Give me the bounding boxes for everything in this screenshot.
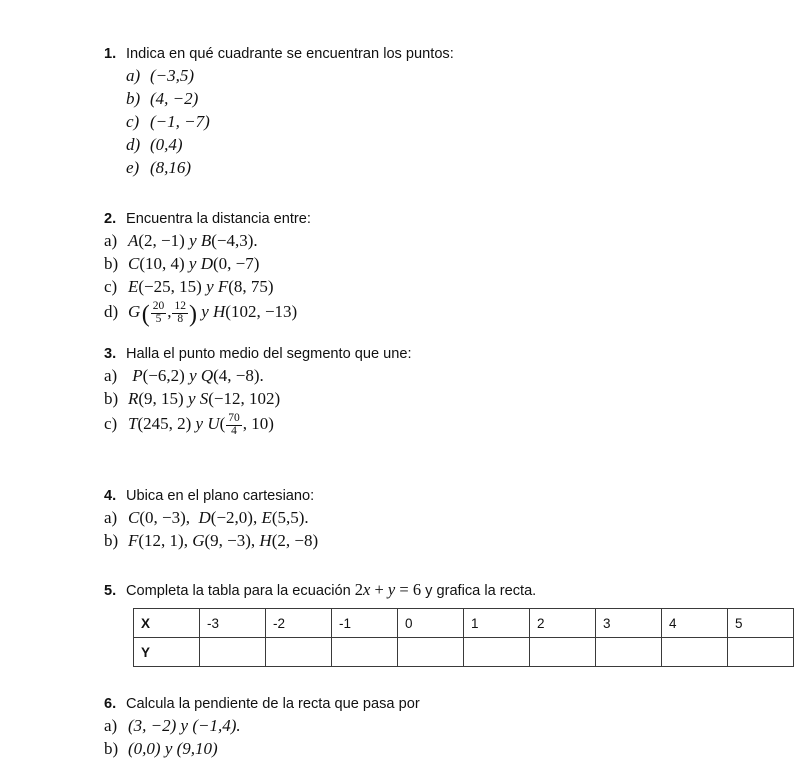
list-item [126, 156, 700, 179]
item-text: R(9, 15) y S(−12, 102) [128, 389, 281, 408]
exercise-3-heading [104, 344, 700, 364]
xy-table [133, 608, 794, 667]
list-item [104, 410, 700, 438]
table-cell-y-3[interactable] [398, 638, 464, 667]
exercise-2-number: 2. [104, 211, 117, 227]
table-cell-x-5[interactable]: 2 [530, 609, 596, 638]
fraction-70-4: $\frac{70}{4}$ [228, 412, 240, 437]
table-cell-y-6[interactable] [596, 638, 662, 667]
exercise-1-number: 1. [104, 46, 117, 62]
table-row-x [134, 609, 794, 638]
list-item [126, 87, 700, 110]
list-item [104, 364, 700, 387]
item-text: T(245, 2) y U( $\frac{70}{4}$ , 10) [128, 412, 274, 437]
item-label: b) [104, 389, 119, 408]
exercise-5-number: 5. [104, 583, 117, 599]
exercise-3-title: Halla el punto medio del segmento que une: [126, 346, 412, 362]
item-label: b) [126, 89, 141, 108]
table-cell-x-2[interactable]: -1 [332, 609, 398, 638]
table-cell-y-1[interactable] [266, 638, 332, 667]
item-text: (0,4) [150, 135, 183, 154]
table-header-x: X [134, 609, 200, 638]
table-cell-y-8[interactable] [728, 638, 794, 667]
table-cell-x-6[interactable]: 3 [596, 609, 662, 638]
list-item [104, 298, 700, 328]
exercise-2-items [104, 229, 700, 328]
xy-table-wrapper [133, 608, 743, 667]
table-cell-y-5[interactable] [530, 638, 596, 667]
list-item [104, 387, 700, 410]
exercise-6-heading [104, 694, 700, 714]
item-label: b) [104, 531, 119, 550]
item-text: (−1, −7) [150, 112, 210, 131]
item-text: P(−6,2) y Q(4, −8). [128, 366, 264, 385]
exercise-1-title: Indica en qué cuadrante se encuentran los puntos: [126, 46, 454, 62]
exercise-3 [104, 344, 700, 438]
exercise-2 [104, 209, 700, 328]
exercise-5-title-before: Completa la tabla para la ecuación [126, 583, 355, 599]
exercise-6-title: Calcula la pendiente de la recta que pasa por [126, 696, 420, 712]
table-cell-x-3[interactable]: 0 [398, 609, 464, 638]
exercise-4-number: 4. [104, 488, 117, 504]
exercise-6-number: 6. [104, 696, 117, 712]
item-text: (8,16) [150, 158, 192, 177]
exercise-1-items [104, 64, 700, 179]
table-cell-x-0[interactable]: -3 [200, 609, 266, 638]
item-text: (3, −2) y (−1,4). [128, 716, 241, 735]
table-cell-x-8[interactable]: 5 [728, 609, 794, 638]
table-row-y [134, 638, 794, 667]
item-label: c) [104, 277, 118, 296]
item-text: F(12, 1), G(9, −3), H(2, −8) [128, 531, 319, 550]
exercise-4-title: Ubica en el plano cartesiano: [126, 488, 315, 504]
list-item [104, 275, 700, 298]
item-label: a) [104, 366, 118, 385]
list-item [104, 714, 700, 737]
item-label: c) [126, 112, 140, 131]
fraction-12-8: $\frac{12}{8}$ [174, 300, 186, 325]
item-text: C(0, −3), D(−2,0), E(5,5). [128, 508, 309, 527]
exercise-1-heading [104, 44, 700, 64]
exercise-5-equation: 2x + y = 6 [354, 580, 422, 599]
item-text: (4, −2) [150, 89, 199, 108]
exercise-4-heading [104, 486, 700, 506]
list-item [126, 133, 700, 156]
list-item [104, 252, 700, 275]
item-label: b) [104, 739, 119, 758]
item-label: a) [104, 231, 118, 250]
fraction-20-5: $\frac{20}{5}$ [152, 300, 165, 325]
list-item [104, 529, 700, 552]
item-text: A(2, −1) y B(−4,3). [128, 231, 258, 250]
exercise-5-heading [104, 580, 700, 601]
exercise-5-title-after: y grafica la recta. [421, 583, 537, 599]
item-text: C(10, 4) y D(0, −7) [128, 254, 260, 273]
list-item [104, 229, 700, 252]
exercise-5 [104, 580, 700, 601]
exercise-2-title: Encuentra la distancia entre: [126, 211, 311, 227]
table-cell-x-7[interactable]: 4 [662, 609, 728, 638]
table-cell-x-4[interactable]: 1 [464, 609, 530, 638]
item-text: E(−25, 15) y F(8, 75) [128, 277, 274, 296]
item-label: a) [126, 66, 141, 85]
table-cell-x-1[interactable]: -2 [266, 609, 332, 638]
table-cell-y-4[interactable] [464, 638, 530, 667]
item-label: d) [104, 302, 119, 321]
exercise-4 [104, 486, 700, 552]
item-label: c) [104, 414, 118, 433]
item-text: G ( $\frac{20}{5}$ , $\frac{12}{8}$ ) y H(102, −13) [128, 300, 298, 328]
item-text: (−3,5) [150, 66, 195, 85]
exercise-4-items [104, 506, 700, 552]
exercise-6 [104, 694, 700, 760]
list-item [104, 506, 700, 529]
list-item [126, 64, 700, 87]
list-item [126, 110, 700, 133]
item-label: d) [126, 135, 141, 154]
exercise-3-number: 3. [104, 346, 117, 362]
item-label: a) [104, 508, 118, 527]
exercise-1 [104, 44, 700, 179]
table-header-y: Y [134, 638, 200, 667]
exercise-3-items [104, 364, 700, 438]
table-cell-y-7[interactable] [662, 638, 728, 667]
table-cell-y-2[interactable] [332, 638, 398, 667]
item-label: b) [104, 254, 119, 273]
item-text: (0,0) y (9,10) [128, 739, 218, 758]
exercise-6-items [104, 714, 700, 760]
item-label: a) [104, 716, 118, 735]
table-cell-y-0[interactable] [200, 638, 266, 667]
list-item [104, 737, 700, 760]
exercise-2-heading [104, 209, 700, 229]
item-label: e) [126, 158, 140, 177]
